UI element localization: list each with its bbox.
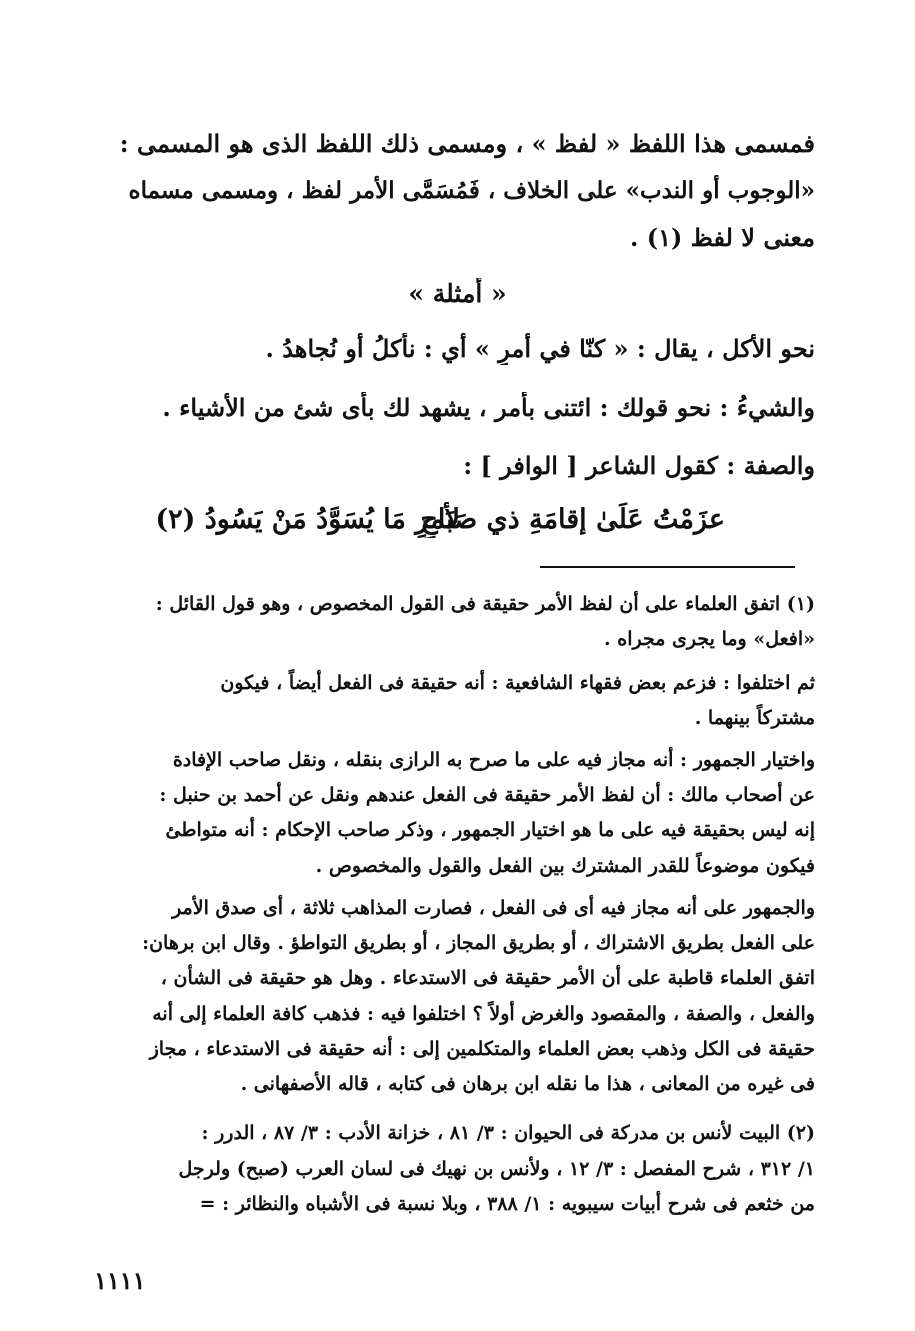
footnote-line: على الفعل بطريق الاشتراك ، أو بطريق المجاز ، أو بطريق التواطؤ . وقال ابن برهان: (142, 932, 815, 954)
footnote-line: عن أصحاب مالك : أن لفظ الأمر حقيقة فى الفعل عندهم ونقل عن أحمد بن حنبل : (159, 784, 815, 806)
footnote-line: حقيقة فى الكل وذهب بعض العلماء والمتكلمين إلى : أنه حقيقة فى الاستدعاء ، مجاز (149, 1038, 815, 1060)
text-line: فمسمى هذا اللفظ « لفظ » ، ومسمى ذلك اللفظ الذى هو المسمى : (119, 129, 815, 158)
footnote-line: إنه ليس بحقيقة فيه على ما هو اختيار الجمهور ، وذكر صاحب الإحكام : أنه متواطئ (165, 819, 815, 841)
example-line: والصفة : كقول الشاعر [ الوافر ] : (463, 451, 815, 480)
footnote-line: واختيار الجمهور : أنه مجاز فيه على ما صرح به الرازى بنقله ، ونقل صاحب الإفادة (172, 749, 815, 771)
text-line: «الوجوب أو الندب» على الخلاف ، فَمُسَمَّى الأمر لفظ ، ومسمى مسماه (128, 177, 815, 204)
footnote-line: ثم اختلفوا : فزعم بعض فقهاء الشافعية : أنه حقيقة فى الفعل أيضاً ، فيكون (220, 672, 815, 694)
text-line: معنى لا لفظ (١) . (630, 223, 815, 252)
footnote-line: ١/ ٣١٢ ، شرح المفصل : ٣/ ١٢ ، ولأنس بن نهيك فى لسان العرب (صبح) ولرجل (178, 1158, 815, 1180)
footnote-line: فى غيره من المعانى ، هذا ما نقله ابن برهان فى كتابه ، قاله الأصفهانى . (240, 1073, 815, 1095)
example-line: والشيءُ : نحو قولك : ائتنى بأمر ، يشهد لك بأى شئ من الأشياء . (162, 393, 815, 422)
footnote-line: «افعل» وما يجرى مجراه . (604, 628, 815, 650)
section-heading: « أمثلة » (408, 279, 507, 308)
example-line: نحو الأكل ، يقال : « كنّا في أمرٍ » أي : نأكلُ أو نُجاهدُ . (265, 334, 815, 363)
footnote-line: اتفق العلماء قاطبة على أن الأمر حقيقة فى الاستدعاء . وهل هو حقيقة فى الشأن ، (160, 967, 815, 989)
footnote-line: والفعل ، والصفة ، والمقصود والغرض أولاً ؟ اختلفوا فيه : فذهب كافة العلماء إلى أنه (152, 1003, 815, 1025)
footnote-line: مشتركاً بينهما . (694, 707, 815, 729)
footnote-line: من خثعم فى شرح أبيات سيبويه : ١/ ٣٨٨ ، وبلا نسبة فى الأشباه والنظائر : = (199, 1193, 815, 1215)
footnote-line: والجمهور على أنه مجاز فيه أى فى الفعل ، فصارت المذاهب ثلاثة ، أى صدق الأمر (172, 897, 815, 919)
page-number: ١١١١ (94, 1266, 146, 1295)
poem-first-hemistich: عزَمْتُ عَلَىٰ إقامَةِ ذي صَبَاحٍ (420, 504, 725, 535)
footnote-line: (٢) البيت لأنس بن مدركة فى الحيوان : ٣/ ٨١ ، خزانة الأدب : ٣/ ٨٧ ، الدرر : (201, 1122, 815, 1144)
footnote-separator (540, 566, 795, 568)
footnote-line: (١) اتفق العلماء على أن لفظ الأمر حقيقة فى القول المخصوص ، وهو قول القائل : (155, 593, 815, 615)
footnote-line: فيكون موضوعاً للقدر المشترك بين الفعل والقول والمخصوص . (315, 855, 815, 877)
poem-second-hemistich: لأمرٍ مَا يُسَوَّدُ مَنْ يَسُودُ (٢) (155, 504, 460, 535)
